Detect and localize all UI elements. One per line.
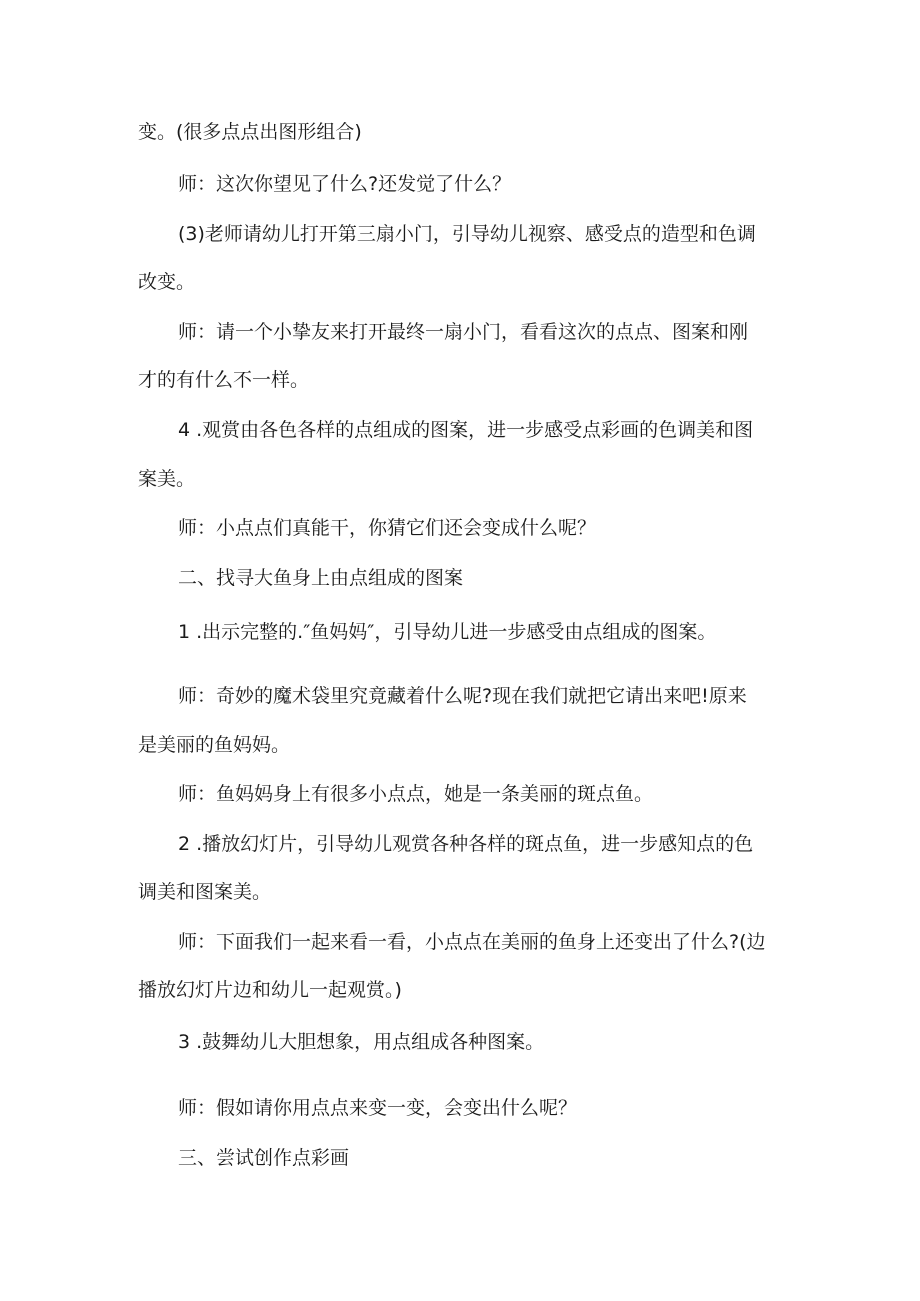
text-line-8: 案美。 <box>138 468 196 490</box>
text-line-2: 师：这次你望见了什么?还发觉了什么？ <box>178 173 512 195</box>
text-line-19: 3 .鼓舞幼儿大胆想象，用点组成各种图案。 <box>178 1031 545 1053</box>
text-line-11: 1 .出示完整的.″鱼妈妈″，引导幼儿进一步感受由点组成的图案。 <box>178 621 717 643</box>
text-line-20: 师：假如请你用点点来变一变，会变出什么呢？ <box>178 1097 578 1119</box>
text-line-17: 师：下面我们一起来看一看，小点点在美丽的鱼身上还变出了什么?(边 <box>178 931 766 953</box>
text-line-4: 改变。 <box>138 271 196 293</box>
text-line-16: 调美和图案美。 <box>138 881 272 903</box>
text-line-14: 师：鱼妈妈身上有很多小点点，她是一条美丽的斑点鱼。 <box>178 783 654 805</box>
text-line-7: 4 .观赏由各色各样的点组成的图案，进一步感受点彩画的色调美和图 <box>178 419 754 441</box>
section-heading-2: 二、找寻大鱼身上由点组成的图案 <box>178 567 464 589</box>
text-line-5: 师：请一个小挚友来打开最终一扇小门，看看这次的点点、图案和刚 <box>178 321 749 343</box>
text-line-18: 播放幻灯片边和幼儿一起观赏。) <box>138 979 402 1001</box>
text-line-13: 是美丽的鱼妈妈。 <box>138 734 291 756</box>
text-line-12: 师：奇妙的魔术袋里究竟藏着什么呢?现在我们就把它请出来吧!原来 <box>178 685 747 707</box>
text-line-1: 变。(很多点点出图形组合) <box>138 121 362 143</box>
text-line-15: 2 .播放幻灯片，引导幼儿观赏各种各样的斑点鱼，进一步感知点的色 <box>178 833 754 855</box>
text-line-6: 才的有什么不一样。 <box>138 369 310 391</box>
text-line-9: 师：小点点们真能干，你猜它们还会变成什么呢？ <box>178 517 597 539</box>
text-line-3: (3)老师请幼儿打开第三扇小门，引导幼儿视察、感受点的造型和色调 <box>178 223 756 245</box>
section-heading-3: 三、尝试创作点彩画 <box>178 1147 350 1169</box>
